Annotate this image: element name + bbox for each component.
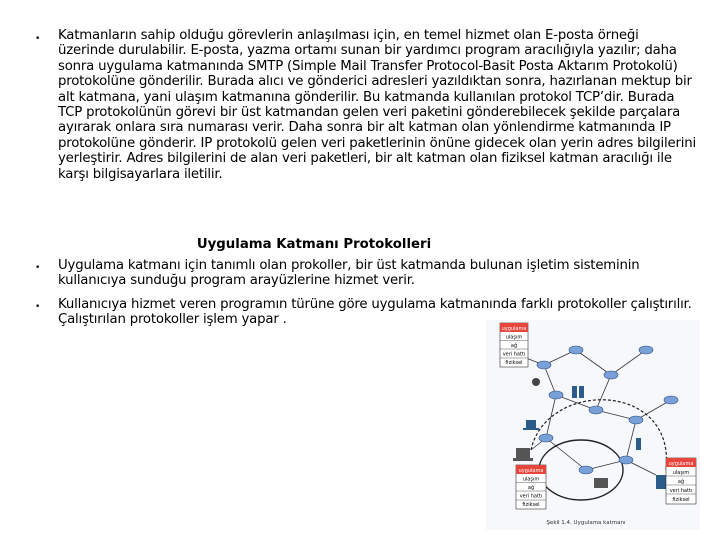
stack-top-layer: uygulama [501, 326, 527, 332]
figure-caption: Şekil 1.4. Uygulama katmanı [546, 520, 626, 526]
paragraph-app-layer: Uygulama katmanı için tanımlı olan prokoller, bir üst katmanda bulunan işletim sisteminin kullanıcıya sunduğu program arayüzlerine hizmet verir. [58, 258, 640, 289]
stack-left-layer: uygulama [518, 468, 544, 474]
bullet-marker: • [35, 302, 41, 312]
section-title: Uygulama Katmanı Protokolleri [196, 237, 432, 252]
network-diagram [486, 320, 700, 530]
paragraph-email-example: Katmanların sahip olduğu görevlerin anlaşılması için, en temel hizmet olan E-posta örneği üzerinde durulabilir. E-posta, yazma ortamı sunan bir yardımcı program aracılığıyla yazılır; daha sonra uygulama katmanında SMTP (Simple Mail Transfer Protocol-Basit Posta Aktarım Protokolü) protokolüne gönderilir. Burada alıcı ve gönderici adresleri yazıldıktan sonra, hazırlanan mektup bir alt katmana, yani ulaşım katmanına gönderilir. Bu katmanda kullanılan protokol TCP’dir. Burada TCP protokolünün görevi bir üst katmandan gelen veri paketini gönderebilecek şekilde parçalara ayırarak onlara sıra numarası verir. Daha sonra bir alt katman olan yönlendirme katmanında IP protokolüne gönderir. IP protokolü gelen veri paketlerinin önüne gidecek olan yerin adres bilgilerini yerleştirir. Adres bilgilerini de alan veri paketleri, bir alt katman olan fiziksel katman aracılığı ile karşı bilgisayarlara iletilir. [58, 28, 697, 182]
bullet-marker: • [35, 263, 41, 273]
stack-left-layer: fiziksel [522, 502, 540, 508]
stack-top-layer: ulaşım [505, 334, 523, 341]
stack-left-layer: veri hattı [519, 493, 543, 500]
stack-right-layer: ağ [677, 479, 685, 485]
paragraph-protocols: Kullanıcıya hizmet veren programın türüne göre uygulama katmanında farklı protokoller çalıştırılır. Çalıştırılan protokoller işlem yapar . [58, 297, 692, 328]
stack-top-layer: fiziksel [505, 360, 523, 366]
protocol-stack-top [500, 323, 528, 367]
bullet-marker: • [35, 34, 41, 44]
stack-right-layer: ulaşım [672, 470, 690, 476]
stack-top-layer: veri hattı [502, 351, 526, 358]
stack-left-layer: ulaşım [522, 476, 540, 483]
stack-right-layer: fiziksel [672, 497, 690, 503]
protocol-stack-left [516, 465, 546, 509]
protocol-stack-right [666, 458, 696, 504]
network-figure [486, 320, 700, 530]
stack-left-layer: ağ [527, 485, 535, 491]
stack-top-layer: ağ [510, 343, 518, 349]
stack-right-layer: uygulama [668, 461, 694, 467]
stack-right-layer: veri hattı [669, 488, 693, 494]
